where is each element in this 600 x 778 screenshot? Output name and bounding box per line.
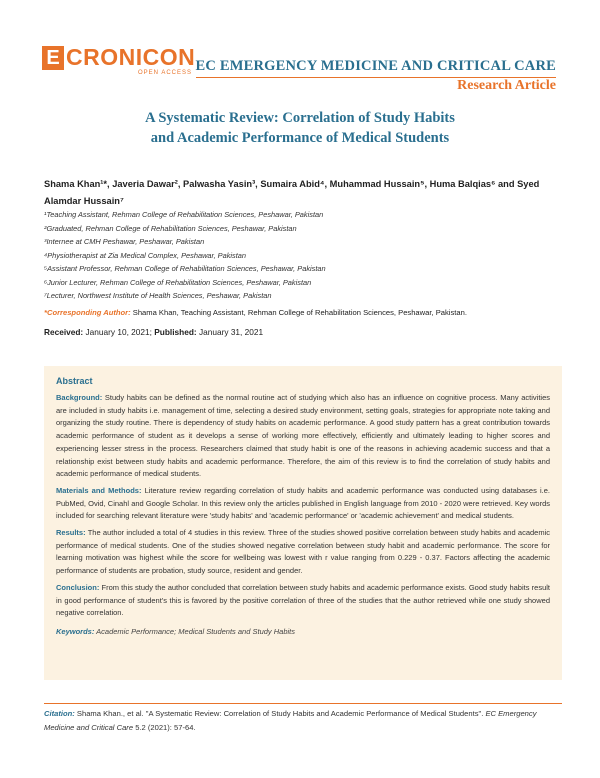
affiliations xyxy=(44,208,564,303)
received-label: Received: xyxy=(44,327,84,337)
affiliation: ⁷Lecturer, Northwest Institute of Health Sciences, Peshawar, Pakistan xyxy=(44,291,272,300)
article-type: Research Article xyxy=(457,78,556,93)
abstract-heading: Abstract xyxy=(56,376,93,386)
published-date: January 31, 2021 xyxy=(199,327,264,337)
citation-title: "A Systematic Review: Correlation of Study Habits and Academic Performance of Medical Students". xyxy=(145,709,484,718)
corresponding-text: Shama Khan, Teaching Assistant, Rehman College of Rehabilitation Sciences, Peshawar, Pakistan. xyxy=(132,308,467,317)
conclusion-label: Conclusion: xyxy=(56,582,100,592)
citation-journal: EC Emergency Medicine and Critical Care xyxy=(44,709,537,732)
ecronicon-logo xyxy=(42,44,196,80)
citation xyxy=(44,707,562,735)
results-label: Results: xyxy=(56,528,86,538)
abstract-results xyxy=(56,527,550,578)
affiliation: ³Internee at CMH Peshawar, Peshawar, Pakistan xyxy=(44,237,205,246)
received-date: January 10, 2021; xyxy=(85,327,152,337)
affiliation: ⁵Assistant Professor, Rehman College of Rehabilitation Sciences, Peshawar, Pakistan xyxy=(44,264,326,273)
citation-authors: Shama Khan., et al. xyxy=(76,709,144,718)
affiliation: ¹Teaching Assistant, Rehman College of Rehabilitation Sciences, Peshawar, Pakistan xyxy=(44,210,324,219)
paper-title xyxy=(60,108,540,148)
background-label: Background: xyxy=(56,393,103,402)
affiliation: ²Graduated, Rehman College of Rehabilitation Sciences, Peshawar, Pakistan xyxy=(44,223,297,233)
logo-tagline: OPEN ACCESS xyxy=(138,70,193,76)
corresponding-author xyxy=(44,308,564,317)
abstract-background xyxy=(56,392,550,481)
abstract-keywords xyxy=(56,626,550,639)
keywords-text: Academic Performance; Medical Students and Study Habits xyxy=(96,626,296,636)
conclusion-text: From this study the author concluded that correlation between study habits and academic performance exists. Good study habits result in good performance of student's this is favored by the positive correlation of three of the studies that the author retrieved while one study showed negative correlation. xyxy=(56,582,550,618)
published-label: Published: xyxy=(154,327,197,337)
citation-label: Citation: xyxy=(44,709,75,718)
affiliation: ⁴Physiotherapist at Zia Medical Complex, Peshawar, Pakistan xyxy=(44,250,247,260)
article-dates xyxy=(44,327,564,337)
keywords-label: Keywords: xyxy=(56,626,95,636)
citation-details: 5.2 (2021): 57-64. xyxy=(135,723,196,732)
affiliation: ⁶Junior Lecturer, Rehman College of Rehabilitation Sciences, Peshawar, Pakistan xyxy=(44,277,312,287)
author-list: Shama Khan¹*, Javeria Dawar², Palwasha Yasin³, Sumaira Abid⁴, Muhammad Hussain⁵, Huma Balqias⁶ and Syed Alamdar Hussain⁷ xyxy=(44,179,540,206)
methods-text: Literature review regarding correlation of study habits and academic performance was conducted using databases i.e. PubMed, Ovid, Cinahl and Google Scholar. In this review only the articles published in English language from 2010 - 2020 were retrieved. Key words included for searching relevant literature were 'study habits' and 'academic performance' or 'academic achievement' and medical students. xyxy=(56,485,550,521)
logo-letter: E xyxy=(42,46,64,70)
page-header xyxy=(0,0,600,110)
background-text: Study habits can be defined as the normal routine act of studying which also has an influence on cognitive process. Many activities are included in study habits i.e. management of time, selecting a desired study environment, setting goals, strategies for appropriate note taking and organizing the study routine. There is dependency of study habits on academic performance. A good study pattern has a great contribution towards academic performance of student as it develops a sense of working more effectively, efficiently and ultimately leading to higher scores and experiencing lesser stress in the process. Researchers claimed that study habit is one of the reasons in achieving academic success and that a relationship exist between study habits and academic performance. Therefore, the aim of this review is to find the correlation of study habits and academic performance of medical students. xyxy=(56,393,550,479)
logo-wordmark: CRONICON xyxy=(66,44,196,70)
abstract-methods xyxy=(56,485,550,523)
corresponding-label: *Corresponding Author: xyxy=(44,308,131,317)
title-line-2: and Academic Performance of Medical Students xyxy=(150,130,450,146)
citation-divider xyxy=(44,703,562,704)
abstract-box xyxy=(44,366,562,680)
results-text: The author included a total of 4 studies in this review. Three of the studies showed positive correlation between study habits and academic performance of medical students. One of the studies showed negative correlation between study habit and academic performance. The score for learning motivation was highest while the score for wellbeing was lowest with r value ranging from 0.229 - 0.37. Factors affecting the academic performance of students are probation, study source, resident and gender. xyxy=(56,528,550,576)
journal-title: EC EMERGENCY MEDICINE AND CRITICAL CARE xyxy=(195,58,556,74)
methods-label: Materials and Methods: xyxy=(56,485,142,495)
title-line-1: A Systematic Review: Correlation of Study Habits xyxy=(145,110,455,126)
abstract-conclusion xyxy=(56,582,550,620)
